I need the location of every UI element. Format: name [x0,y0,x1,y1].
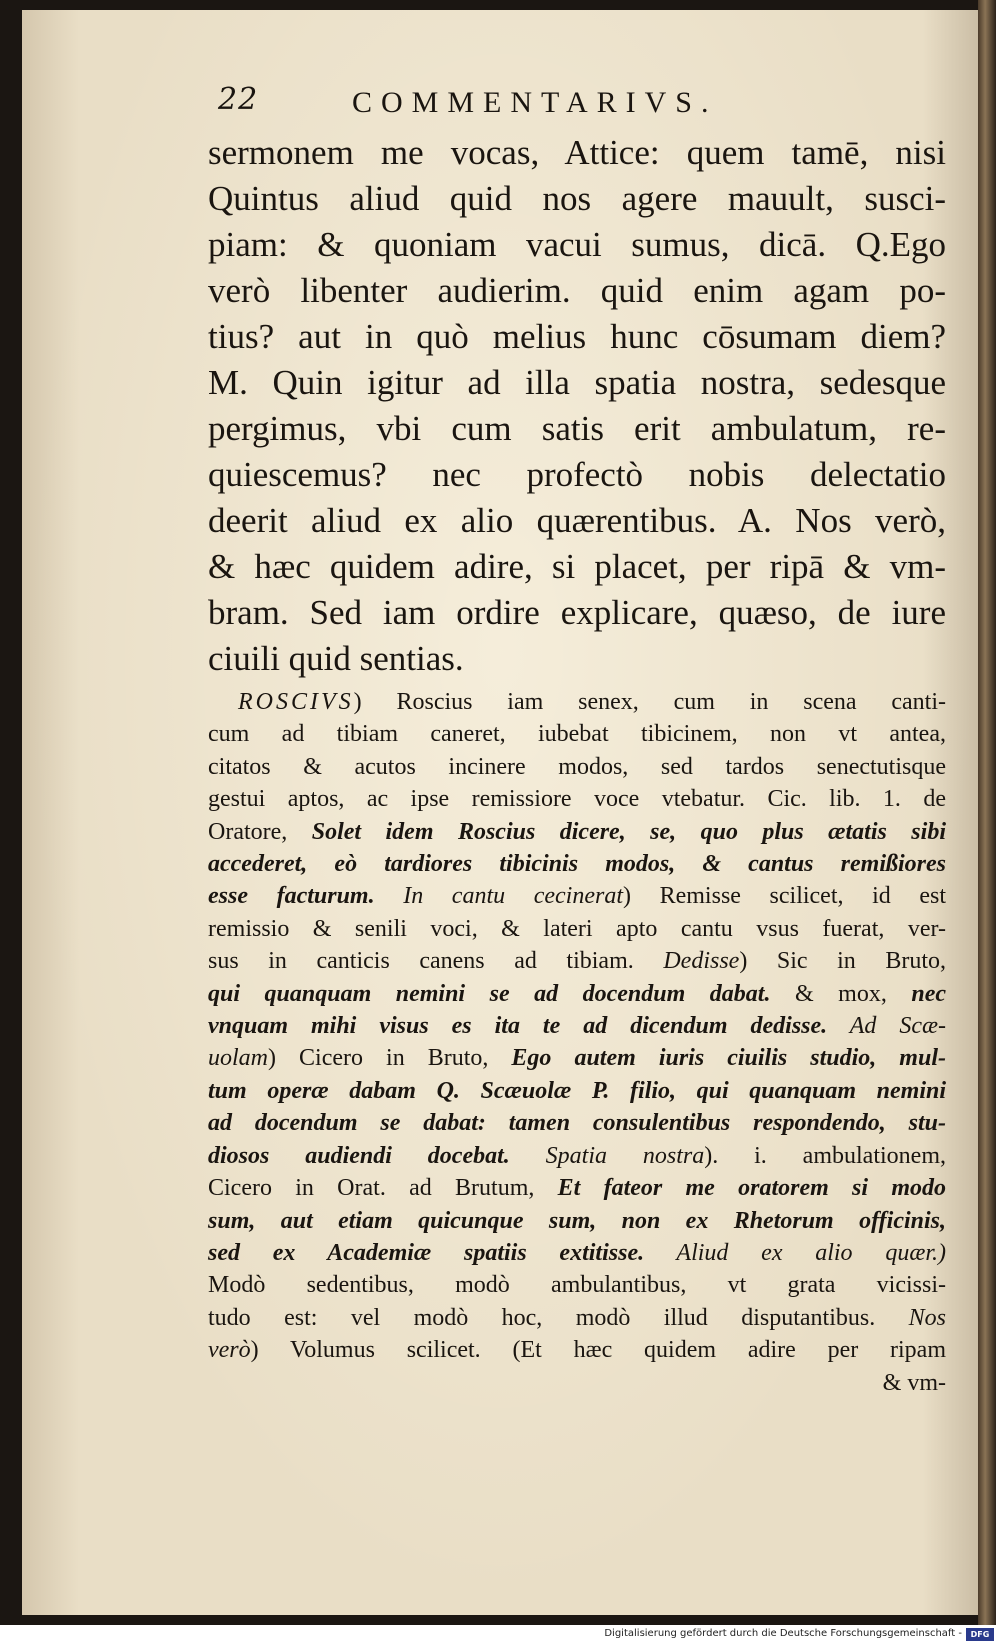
commentary-line [208,880,946,912]
quotation: nec [911,980,946,1007]
quotation: Et fateor me oratorem si modo [557,1175,946,1202]
lemma: Ad Scæ- [827,1013,946,1040]
book-page [22,10,980,1615]
commentary-line: sum, aut etiam quicunque sum, non ex Rhetorum officinis, [208,1207,946,1234]
lemma: uolam [208,1045,268,1072]
main-text-line: piam: & quoniam vacui sumus, dicā. Q.Ego [208,225,946,264]
quotation: esse facturum. [208,883,375,910]
commentary-text: ) Roscius iam senex, cum in scena canti- [353,689,946,715]
commentary-text: tudo est: vel modò hoc, modò illud disputantibus. [208,1304,909,1331]
lemma: Nos [908,1304,946,1331]
commentary-line [208,1042,946,1074]
funding-credit: Digitalisierung gefördert durch die Deutsche Forschungsgemeinschaft - [604,1628,962,1639]
lemma: ROSCIVS [238,689,354,715]
dfg-logo: DFG [966,1628,994,1641]
page-spine-edge [978,0,996,1625]
lemma: verò [208,1337,251,1364]
quotation: Ego autem iuris ciuilis studio, mul- [511,1045,946,1072]
commentary-block [208,686,946,1399]
commentary-line [208,1010,946,1042]
commentary-line [208,945,946,977]
commentary-text: ) Volumus scilicet. (Et hæc quidem adire per ripam [250,1337,946,1364]
quotation: qui quanquam nemini se ad docendum dabat. [208,980,771,1007]
main-text-line: M. Quin igitur ad illa spatia nostra, sedesque [208,363,946,402]
commentary-line [208,816,946,848]
commentary-line: gestui aptos, ac ipse remissiore voce vtebatur. Cic. lib. 1. de [208,786,946,813]
commentary-text: ) Sic in Bruto, [739,948,947,975]
commentary-text: & mox, [770,980,912,1007]
commentary-line [208,1302,946,1334]
commentary-line [208,1172,946,1204]
lemma: Spatia nostra [509,1142,705,1169]
commentary-line: accederet, eò tardiores tibicinis modos, & cantus remißiores [208,851,946,878]
lemma: Aliud ex alio quær.) [644,1239,946,1266]
commentary-line: remissio & senili voci, & lateri apto cantu vsus fuerat, ver- [208,915,946,942]
page-number: 22 [218,82,259,117]
commentary-line [208,1237,946,1269]
commentary-text: Oratore, [208,818,312,845]
main-text-line: deerit aliud ex alio quærentibus. A. Nos verò, [208,501,946,540]
commentary-line [208,686,946,718]
main-text-line: pergimus, vbi cum satis erit ambulatum, re- [208,409,946,448]
main-text-line: quiescemus? nec profectò nobis delectatio [208,455,946,494]
commentary-text: Cicero in Orat. ad Brutum, [208,1175,558,1202]
commentary-line: cum ad tibiam caneret, iubebat tibicinem, non vt antea, [208,721,946,748]
quotation: diosos audiendi docebat. [208,1142,510,1169]
quotation: Solet idem Roscius dicere, se, quo plus ætatis sibi [311,818,946,845]
commentary-line: tum operæ dabam Q. Scæuolæ P. filio, qui quanquam nemini [208,1077,946,1104]
main-text-block [208,130,946,682]
main-text-line: Quintus aliud quid nos agere mauult, susci- [208,179,946,218]
main-text-line: sermonem me vocas, Attice: quem tamē, nisi [208,133,946,172]
main-text-line: verò libenter audierim. quid enim agam po- [208,271,946,310]
commentary-line [208,978,946,1010]
main-text-line: & hæc quidem adire, si placet, per ripā & vm- [208,547,946,586]
main-text-line: tius? aut in quò melius hunc cōsumam diem? [208,317,946,356]
quotation: sed ex Academiæ spatiis extitisse. [208,1239,645,1266]
commentary-text: sus in canticis canens ad tibiam. [208,948,664,975]
commentary-text: ) Remisse scilicet, id est [623,883,947,910]
commentary-text: ) Cicero in Bruto, [268,1045,512,1072]
commentary-line [208,1334,946,1366]
commentary-line: Modò sedentibus, modò ambulantibus, vt grata vicissi- [208,1272,946,1299]
quotation: vnquam mihi visus es ita te ad dicendum dedisse. [208,1013,828,1040]
running-head: COMMENTARIVS. [352,86,718,119]
lemma: In cantu cecinerat [403,883,624,910]
main-text-line: ciuili quid sentias. [208,639,464,678]
commentary-line: ad docendum se dabat: tamen consulentibus respondendo, stu- [208,1110,946,1137]
commentary-text: ). i. ambulationem, [704,1142,946,1169]
main-text-line: bram. Sed iam ordire explicare, quæso, de iure [208,593,946,632]
commentary-line: citatos & acutos incinere modos, sed tardos senectutisque [208,753,946,780]
lemma: Dedisse [663,948,740,975]
commentary-line [208,1140,946,1172]
catchword: & vm- [882,1369,946,1396]
